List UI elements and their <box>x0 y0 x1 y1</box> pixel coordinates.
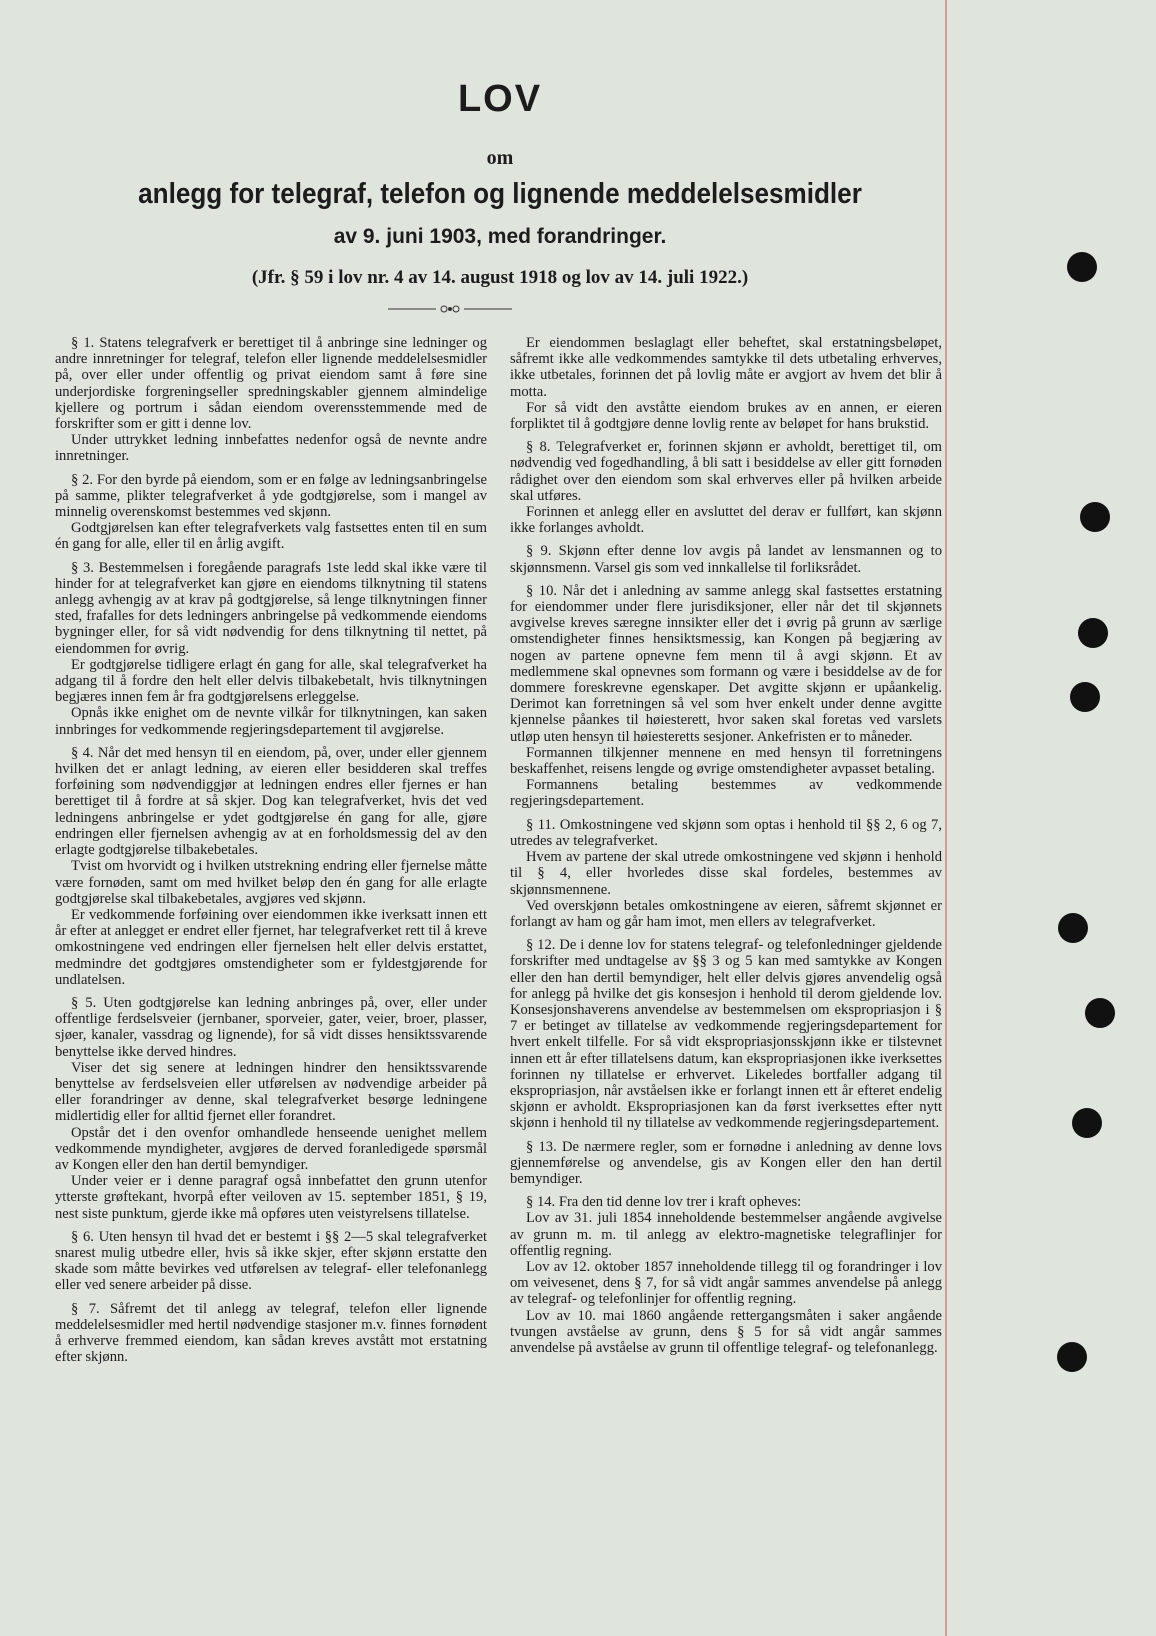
paragraph: Er vedkommende forføining over eiendommen ikke iverksatt innen ett år efter at anlegget er endret eller fjernet, har telegrafverket rett til å kreve omkostningene ved endringen eller fjernelsen helt eller delvis erstattet, medmindre det godtgjøres omstendigheter som er fyldestgjørende for undlatelsen. <box>55 906 487 988</box>
section-paragraph: § 2. For den byrde på eiendom, som er en følge av ledningsanbringelse på samme, plikter telegrafverket å yde godtgjørelse, som i mangel av minnelig overenskomst bestemmes ved skjønn. <box>55 471 487 521</box>
paragraph: Viser det sig senere at ledningen hindrer den hensiktssvarende benyttelse av ferdselsveien eller utførelsen av nødvendige arbeider på eller forandringer av denne, skal telegrafverket besørge ledningene midlertidig eller for alltid fjernet eller forandret. <box>55 1059 487 1125</box>
paragraph: Forinnen et anlegg eller en avsluttet del derav er fullført, kan skjønn ikke forlanges avholdt. <box>510 504 942 537</box>
section-paragraph: § 1. Statens telegrafverk er berettiget til å anbringe sine ledninger og andre innretninger for telegraf, telefon eller lignende meddelelsesmidler på, over eller under offentlig og privat eiendom samt å føre sine underjordiske forgreningseller spredningskabler gjennem almindelige kjellere og portrum i sådan eiendom overensstemmende med de forskrifter som er gitt i denne lov. <box>55 335 487 433</box>
section-paragraph: § 6. Uten hensyn til hvad det er bestemt i §§ 2—5 skal telegrafverket snarest mulig utbedre eller, hvis så ikke skjer, efter skjønn erstatte den skade som måtte bevirkes ved utførelsen av telegraf- eller telefonanlegg eller ved senere arbeider på disse. <box>55 1228 487 1294</box>
paragraph: Opnås ikke enighet om de nevnte vilkår for tilknytningen, kan saken innbringes for vedkommende regjeringsdepartement til avgjørelse. <box>55 705 487 738</box>
punch-hole <box>1058 913 1088 943</box>
punch-hole <box>1067 252 1097 282</box>
section-paragraph: § 7. Såfremt det til anlegg av telegraf, telefon eller lignende meddelelsesmidler med hertil nødvendige stasjoner m.v. finnes fornødent å erhverve fremmed eiendom, kan sådan kreves avstått mot erstatning efter skjønn. <box>55 1300 487 1366</box>
paragraph: Lov av 31. juli 1854 inneholdende bestemmelser angående avgivelse av grunn m. m. til anlegg av elektro-magnetiske telegraflinjer for offentlig regning. <box>510 1210 942 1259</box>
legal-reference: (Jfr. § 59 i lov nr. 4 av 14. august 1918 og lov av 14. juli 1922.) <box>251 267 749 288</box>
paragraph: Lov av 12. oktober 1857 inneholdende tillegg til og forandringer i lov om veivesenet, dens § 7, for så vidt angår sammes anvendelse på anlegg av telegraf- og telefonlinjer for offentlig regning. <box>510 1258 942 1308</box>
paragraph: For så vidt den avståtte eiendom brukes av en annen, er eieren forpliktet til å godtgjøre denne lovlig rente av beløpet for hans brukstid. <box>510 399 942 433</box>
paragraph: Opstår det i den ovenfor omhandlede henseende uenighet mellem vedkommende myndigheter, avgjøres de derved foranledigede spørsmål av Kongen eller den han dertil bemyndiger. <box>55 1124 487 1173</box>
paragraph: Under uttrykket ledning innbefattes nedenfor også de nevnte andre innretninger. <box>55 432 487 465</box>
right-text-column <box>510 335 942 1356</box>
paragraph: Ved overskjønn betales omkostningene av eieren, såfremt skjønnet er forlangt av ham og går ham imot, men ellers av telegrafverket. <box>510 897 942 930</box>
section-paragraph: § 3. Bestemmelsen i foregående paragrafs 1ste ledd skal ikke være til hinder for at telegrafverket kan gjøre en eiendoms tilknytning til statens anlegg avhengig av at krav på godtgjørelse, så lenge tilknytningen finner sted, frafalles for dets ledningers anbringelse på vedkommende eiendoms bygninger eller, for så vidt nødvendig for dens tilknytning til nettet, på eiendommen for øvrig. <box>55 559 487 657</box>
section-paragraph: § 14. Fra den tid denne lov trer i kraft opheves: <box>526 1194 802 1211</box>
paragraph: Hvem av partene der skal utrede omkostningene ved skjønn i henhold til § 4, eller hvorledes disse skal fordeles, bestemmes av skjønnsmennene. <box>510 849 942 898</box>
punch-hole <box>1085 998 1115 1028</box>
ornament-divider-icon <box>388 303 512 315</box>
paragraph: Under veier er i denne paragraf også innbefattet den grunn utenfor ytterste grøftekant, hvorpå efter veiloven av 15. september 1851, § 19, nest siste punktum, gjerde ikke må opføres uten veistyrelsens tillatelse. <box>55 1173 487 1222</box>
section-paragraph: § 4. Når det med hensyn til en eiendom, på, over, under eller gjennem hvilken det er anlagt ledning, av eieren eller besidderen skal treffes forføining som nødvendiggjør at ledningen endres eller fjernes er han berettiget til å fordre at så skjer. Dog kan telegrafverket, hvis det ved ledningens anbringelse er ydet godtgjørelse én gang for alle, gjøre endringen eller fjernelsen avhengig av at en forholdsmessig del av den erlagte godtgjørelse tilbakebetales. <box>55 744 487 859</box>
title-connector: om <box>486 147 514 169</box>
paragraph: Er eiendommen beslaglagt eller beheftet, skal erstatningsbeløpet, såfremt ikke alle vedkommendes samtykke til dets utbetaling erhverves, ikke utbetales, forinnen det på lovlig måte er avgjort av hvem det blir å motta. <box>510 335 942 400</box>
paragraph: Formannen tilkjenner mennene en med hensyn til forretningens beskaffenhet, reisens lengde og øvrige omstendigheter avpasset betaling. <box>510 744 942 778</box>
paragraph: Er godtgjørelse tidligere erlagt én gang for alle, skal telegrafverket ha adgang til å fordre den helt eller delvis tilbakebetalt, hvis tilknytningen begjæres innen fem år fra godtgjørelsens erleggelse. <box>55 656 487 706</box>
section-paragraph: § 8. Telegrafverket er, forinnen skjønn er avholdt, berettiget til, om nødvendig ved fogedhandling, å bli satt i besiddelse av eller gitt fornøden rådighet over den eiendom som skal erhverves eller på hvilken arbeide skal utføres. <box>510 439 942 504</box>
paragraph: Lov av 10. mai 1860 angående rettergangsmåten i saker angående tvungen avståelse av grunn, dens § 5 for så vidt angår sammes anvendelse på avståelse av grunn til offentlige telegraf- og telefonanlegg. <box>510 1307 942 1356</box>
section-paragraph: § 9. Skjønn efter denne lov avgis på landet av lensmannen og to skjønnsmenn. Varsel gis som ved innkallelse til forliksrådet. <box>510 543 942 576</box>
punch-hole <box>1080 502 1110 532</box>
left-text-column <box>55 335 487 1365</box>
section-paragraph: § 13. De nærmere regler, som er fornødne i anledning av denne lovs gjennemførelse og anvendelse, gis av Kongen eller den han dertil bemyndiger. <box>510 1138 942 1187</box>
punch-hole <box>1072 1108 1102 1138</box>
paragraph: Godtgjørelsen kan efter telegrafverkets valg fastsettes enten til en sum én gang for alle, eller til en årlig avgift. <box>55 520 487 553</box>
paragraph: Tvist om hvorvidt og i hvilken utstrekning endring eller fjernelse måtte være fornøden, samt om med hvilket beløp den én gang for alle erlagte godtgjørelse skal tilbakebetales, avgjøres ved skjønn. <box>55 858 487 907</box>
section-paragraph: § 5. Uten godtgjørelse kan ledning anbringes på, over, eller under offentlige ferdselsveier (jernbaner, sporveier, gater, veier, broer, plasser, sjøer, kanaler, vassdrag og lignende), for så vidt disses hensiktssvarende benyttelse ikke derved hindres. <box>55 994 487 1060</box>
section-paragraph: § 11. Omkostningene ved skjønn som optas i henhold til §§ 2, 6 og 7, utredes av telegrafverket. <box>510 816 942 849</box>
punch-hole <box>1078 618 1108 648</box>
document-title: LOV <box>457 78 543 120</box>
paragraph: Formannens betaling bestemmes av vedkommende regjeringsdepartement. <box>510 777 942 810</box>
document-subtitle: anlegg for telegraf, telefon og lignende meddelelsesmidler <box>138 178 862 210</box>
punch-hole <box>1070 682 1100 712</box>
punch-hole <box>1057 1342 1087 1372</box>
document-date-line: av 9. juni 1903, med forandringer. <box>333 225 667 248</box>
section-paragraph: § 10. Når det i anledning av samme anlegg skal fastsettes erstatning for eiendommer under flere jurisdiksjoner, eller når det til skjønnets avgivelse kreves særegne innsikter eller det i øvrig på grunn av særlige omstendigheter finnes hensiktsmessig, kan Kongen på begjæring av nogen av partene opnevne fem menn til å avgi skjønn. Et av medlemmene skal opnevnes som formann og være i besiddelse av de for dommere foreskrevne egenskaper. Det avgitte skjønn er upåankelig. Derimot kan forretningen så vel som hver enkelt under denne avgitte kjennelse påankes til høiesterett, hvor saken skal foretas ved varslets utløp uten hensyn til høiesteretts sesjoner. Ankefristen er to måneder. <box>510 582 942 745</box>
section-paragraph: § 12. De i denne lov for statens telegraf- og telefonledninger gjeldende forskrifter med undtagelse av §§ 3 og 5 kan med samtykke av Kongen eller den han dertil bemyndiger, helt eller delvis gjøres anvendelig også for anlegg på hvilke det gis konsesjon i henhold til derom gjeldende lov. Konsesjonshaverens anvendelse av bestemmelsen om ekspropriasjon i § 7 er betinget av tillatelse av vedkommende regjeringsdepartement for hvert enkelt tilfelle. For så vidt ekspropriasjonsskjønn ikke er tilstevnet innen ett år efter tillatelsens datum, kan ekspropriasjonen ikke iverksettes forinnen ny tillatelse er erhvervet. Likeledes bortfaller adgang til ekspropriasjon, når avståelsen ikke er forlangt innen ett år efteret endelig skjønn er avholdt. Ekspropriasjonen kan da først iverksettes efter nytt skjønn i henhold til ny tillatelse av vedkommende regjeringsdepartement. <box>510 937 942 1132</box>
